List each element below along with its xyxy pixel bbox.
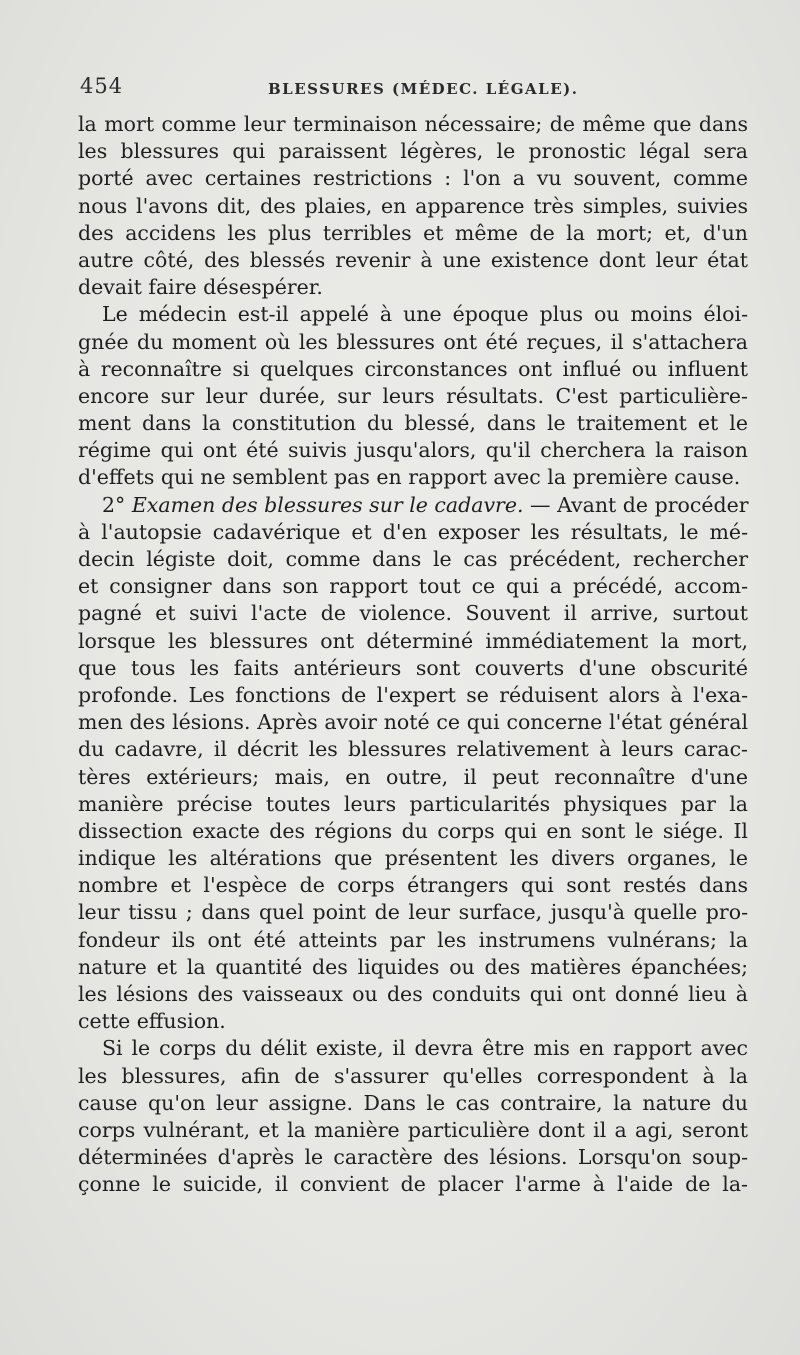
text-line: nous l'avons dit, des plaies, en apparence très simples, suivies — [78, 193, 748, 218]
text-line: encore sur leur durée, sur leurs résultats. C'est particulière- — [78, 383, 748, 408]
text-line: cause qu'on leur assigne. Dans le cas contraire, la nature du — [78, 1090, 748, 1115]
text-line: nature et la quantité des liquides ou des matières épanchées; — [78, 954, 748, 979]
text-line: nombre et l'espèce de corps étrangers qui sont restés dans — [78, 873, 748, 898]
text-line: des accidens les plus terribles et même de la mort; et, d'un — [78, 220, 748, 245]
text-line: à reconnaître si quelques circonstances ont influé ou influent — [78, 356, 748, 381]
section-heading-rest: — Avant de procéder — [530, 492, 749, 517]
text-line: porté avec certaines restrictions : l'on a vu souvent, comme — [78, 166, 748, 191]
text-line: corps vulnérant, et la manière particulière dont il a agi, seront — [78, 1117, 748, 1142]
text-line: que tous les faits antérieurs sont couverts d'une obscurité — [78, 655, 748, 680]
text-line: déterminées d'après le caractère des lésions. Lorsqu'on soup- — [78, 1145, 748, 1170]
text-line: decin légiste doit, comme dans le cas précédent, rechercher — [78, 547, 748, 571]
text-line: leur tissu ; dans quel point de leur surface, jusqu'à quelle pro- — [78, 900, 748, 925]
text-line: fondeur ils ont été atteints par les instrumens vulnérans; la — [78, 927, 748, 952]
running-title: BLESSURES (MÉDEC. LÉGALE). — [268, 80, 579, 98]
text-line: Le médecin est-il appelé à une époque plus ou moins éloi- — [102, 302, 748, 327]
text-line: autre côté, des blessés revenir à une existence dont leur état — [78, 247, 748, 272]
page-number: 454 — [80, 74, 124, 98]
text-line: lorsque les blessures ont déterminé immédiatement la mort, — [78, 628, 748, 653]
text-line: à l'autopsie cadavérique et d'en exposer les résultats, le mé- — [78, 519, 748, 544]
section-heading-number: 2° — [102, 492, 126, 517]
text-line: gnée du moment où les blessures ont été reçues, il s'attachera — [78, 329, 748, 354]
text-line: profonde. Les fonctions de l'expert se réduisent alors à l'exa- — [78, 682, 748, 707]
text-line: les lésions des vaisseaux ou des conduits qui ont donné lieu à — [78, 982, 748, 1006]
text-line: tères extérieurs; mais, en outre, il peut reconnaître d'une — [78, 764, 748, 789]
text-line: men des lésions. Après avoir noté ce qui concerne l'état général — [78, 710, 748, 735]
text-line: d'effets qui ne semblent pas en rapport avec la première cause. — [78, 465, 741, 490]
text-line: régime qui ont été suivis jusqu'alors, qu'il cherchera la raison — [78, 438, 748, 463]
text-line: indique les altérations que présentent les divers organes, le — [78, 846, 748, 871]
running-head — [78, 74, 748, 108]
text-line: Si le corps du délit existe, il devra être mis en rapport avec — [102, 1036, 748, 1061]
section-heading-line — [78, 492, 748, 519]
text-line: ment dans la constitution du blessé, dans le traitement et le — [78, 411, 748, 436]
text-line: les blessures qui paraissent légères, le pronostic légal sera — [78, 139, 748, 164]
text-line: pagné et suivi l'acte de violence. Souvent il arrive, surtout — [78, 601, 748, 626]
text-line: dissection exacte des régions du corps qui en sont le siége. Il — [78, 818, 748, 843]
text-line: du cadavre, il décrit les blessures relativement à leurs carac- — [78, 737, 748, 762]
text-line: devait faire désespérer. — [78, 275, 323, 300]
text-line: cette effusion. — [78, 1009, 226, 1034]
text-line: la mort comme leur terminaison nécessaire; de même que dans — [78, 112, 748, 136]
body-text — [78, 111, 748, 1199]
text-line: les blessures, afin de s'assurer qu'elles correspondent à la — [78, 1063, 748, 1088]
text-line: et consigner dans son rapport tout ce qui a précédé, accom- — [78, 574, 748, 599]
text-line: çonne le suicide, il convient de placer l'arme à l'aide de la- — [78, 1172, 748, 1197]
text-line: manière précise toutes leurs particularités physiques par la — [78, 791, 748, 816]
section-heading-title: Examen des blessures sur le cadavre. — [131, 492, 524, 517]
